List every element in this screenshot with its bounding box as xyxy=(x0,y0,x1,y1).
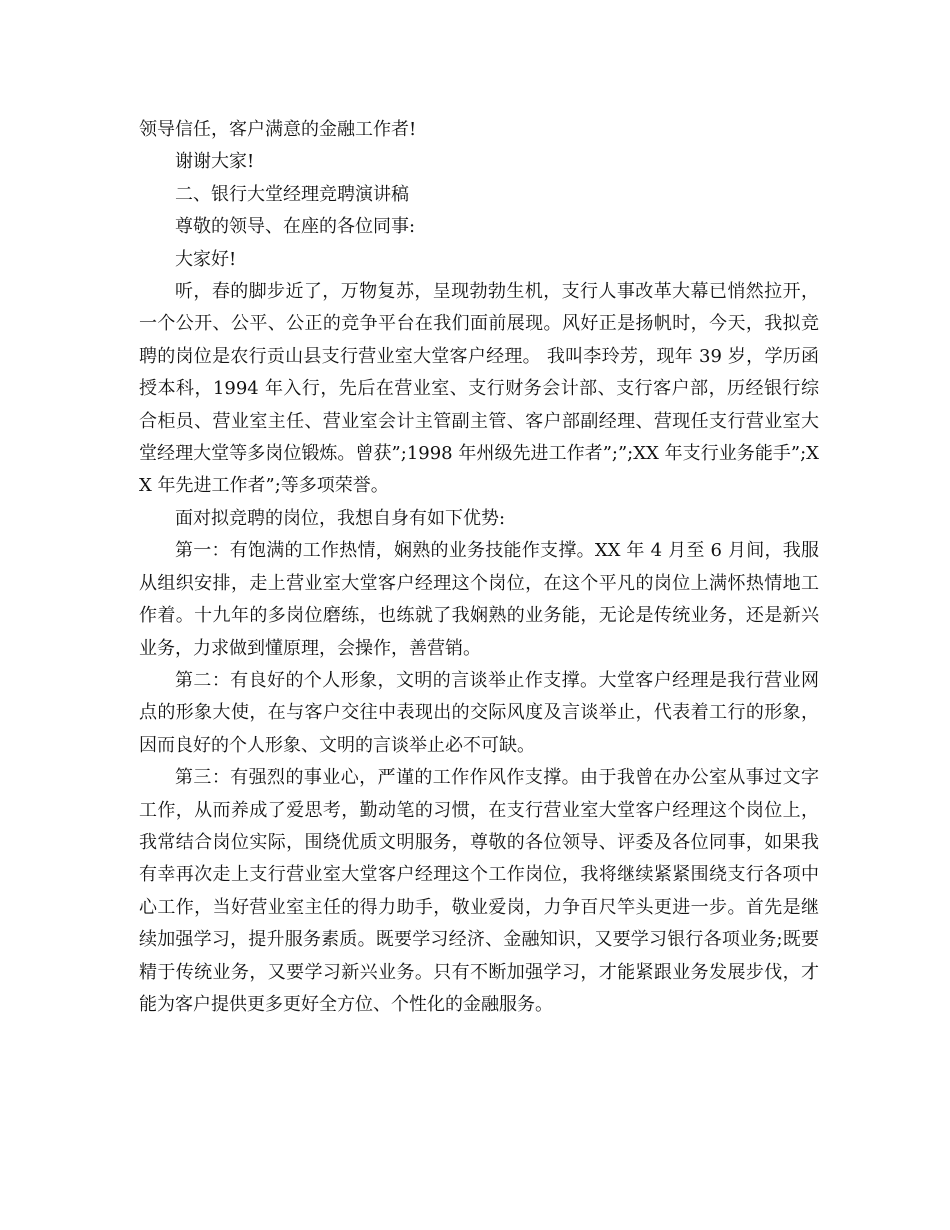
document-body xyxy=(139,114,819,1021)
paragraph-advantage-2: 第二：有良好的个人形象，文明的言谈举止作支撑。大堂客户经理是我行营业网点的形象大使，在与客户交往中表现出的交际风度及言谈举止，代表着工行的形象，因而良好的个人形象、文明的言谈举止必不可缺。 xyxy=(139,669,819,756)
paragraph-advantage-3: 第三：有强烈的事业心，严谨的工作作风作支撑。由于我曾在办公室从事过文字工作，从而养成了爱思考，勤动笔的习惯，在支行营业室大堂客户经理这个岗位上，我常结合岗位实际，围绕优质文明服务，尊敬的各位领导、评委及各位同事，如果我有幸再次走上支行营业室大堂客户经理这个工作岗位，我将继续紧紧围绕支行各项中心工作，当好营业室主任的得力助手，敬业爱岗，力争百尺竿头更进一步。首先是继续加强学习，提升服务素质。既要学习经济、金融知识，又要学习银行各项业务;既要精于传统业务，又要学习新兴业务。只有不断加强学习，才能紧跟业务发展步伐，才能为客户提供更多更好全方位、个性化的金融服务。 xyxy=(139,767,819,1015)
paragraph-advantages-intro: 面对拟竞聘的岗位，我想自身有如下优势: xyxy=(175,507,506,529)
paragraph-advantage-1: 第一：有饱满的工作热情，娴熟的业务技能作支撑。XX 年 4 月至 6 月间，我服从组织安排，走上营业室大堂客户经理这个岗位，在这个平凡的岗位上满怀热情地工作着。十九年的多岗位磨练，也练就了我娴熟的业务能，无论是传统业务，还是新兴业务，力求做到懂原理，会操作，善营销。 xyxy=(139,540,819,659)
paragraph-thanks: 谢谢大家! xyxy=(175,151,255,173)
greeting: 大家好! xyxy=(175,248,237,270)
section-heading: 二、银行大堂经理竞聘演讲稿 xyxy=(175,183,409,205)
salutation: 尊敬的领导、在座的各位同事: xyxy=(175,216,416,238)
paragraph-closing-line: 领导信任，客户满意的金融工作者! xyxy=(139,119,417,140)
paragraph-introduction: 听，春的脚步近了，万物复苏，呈现勃勃生机，支行人事改革大幕已悄然拉开，一个公开、公平、公正的竞争平台在我们面前展现。风好正是扬帆时，今天，我拟竞聘的岗位是农行贡山县支行营业室大堂客户经理。 我叫李玲芳，现年 39 岁，学历函授本科，1994 年入行，先后在营业室、支行财务会计部、支行客户部，历经银行综合柜员、营业室主任、营业室会计主管副主管、客户部副经理、营现任支行营业室大堂经理大堂等多岗位锻炼。曾获”;1998 年州级先进工作者”;”;XX 年支行业务能手”;XX 年先进工作者”;等多项荣誉。 xyxy=(139,281,819,497)
